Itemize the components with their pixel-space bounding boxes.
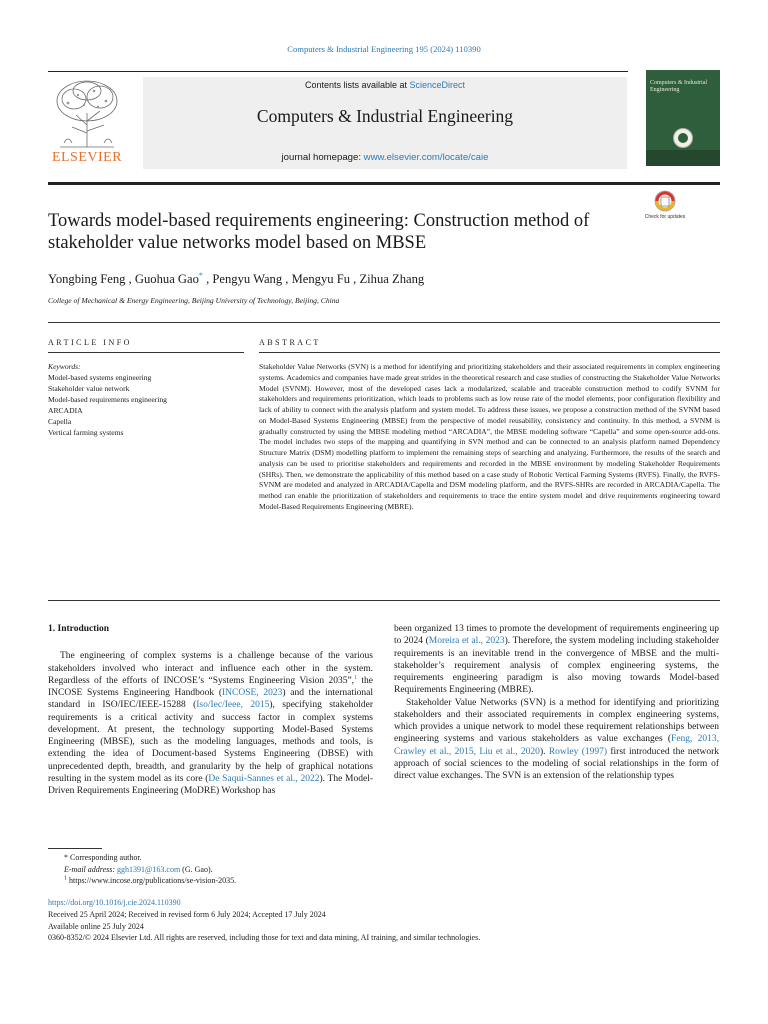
keyword-item: Stakeholder value network	[48, 383, 130, 393]
header-rule-bottom	[48, 182, 720, 185]
journal-title[interactable]: Computers & Industrial Engineering	[256, 106, 514, 126]
author-name[interactable]: Pengyu Wang	[212, 272, 283, 286]
cover-badge-center	[678, 133, 688, 143]
footnote-rule	[48, 848, 102, 849]
citation-link[interactable]: Moreira et al., 2023	[428, 636, 505, 647]
citation-link[interactable]: INCOSE, 2023	[221, 688, 283, 698]
section-divider	[48, 600, 720, 601]
keywords-label: Keywords:	[48, 362, 81, 371]
corresponding-author-note: * Corresponding author.	[64, 853, 142, 862]
body-column-right	[394, 623, 719, 782]
email-label: E-mail address:	[64, 864, 118, 874]
footnote-ref[interactable]: 1	[354, 674, 358, 681]
author-name[interactable]: Mengyu Fu	[291, 272, 351, 286]
text-run: ). Therefore, the system modeling including stakeholder requirements is an inevitable trend in the convergence of MBSE and the multi-stakeholder’s requirement analysis of complex engineering systems, the requirements engineering paradigm is also moving towards Model-based Requirements Engineering (MBRE).	[394, 636, 719, 696]
text-run: Stakeholder Value Networks (SVN) is a method for identifying and prioritizing stakeholders and their associated requirements in complex engineering systems, which provides a unique network to model these requirement relationships between engineering systems and various stakeholders as value exchanges (	[394, 697, 719, 745]
section-divider	[48, 322, 720, 323]
journal-cover-thumbnail[interactable]	[646, 70, 720, 166]
article-info-heading: ARTICLE INFO	[48, 338, 132, 347]
journal-homepage-link[interactable]: www.elsevier.com/locate/caie	[363, 152, 489, 163]
keyword-list	[48, 373, 244, 438]
abstract-text: Stakeholder Value Networks (SVN) is a method for identifying and prioritizing stakeholders and their associated requirements in complex engineering systems. Academics and companies have made great strides in the theoretical research and case studies of constructing the Stakeholder Value Networks Model (SVNM). However, most of the developed cases lack a modularized, scalable and traceable construction method to codify SVNM for stakeholders and requirements prioritization, which leads to problems such as low reuse rate of the model elements, poor configuration flexibility and lack of ability to connect with the analysis platform and system model. To address these issues, we propose a construction method of the SVNM based on Model-Based Systems Engineering (MBSE) from the perspective of model reusability, consistency and continuity. In this method, a SVNM is gradually constructed by using the MBSE modeling method “ARCADIA”, the MBSE modeling software “Capella” and some open-source add-ons. The model includes two steps of the mapping and quantifying in SVN method and can be connected to an analysis platform named Dependency Structure Matrix (DSM) modelling platform to implement the remaining steps of searching and analyzing. Furthermore, the results of the search and analysis can be used to prioritise stakeholders and requirements and recorded in the MBSE environment by modeling Stakeholder Requirements (SHRs). Then, we demonstrate the applicability of this method based on a case study of Robotic Vertical Farming Systems (RVFS). Finally, the RVFS-SVNM are modeled and analyzed in ARCADIA/Capella and DSM modeling platform, and the RVFS-SHRs are recorded in ARCADIA/Capella. The method can enable the prioritization of stakeholders and requirements to trace the entire system model and drive requirements engineering toward Model-Based Requirements Engineering (MBRE).	[259, 362, 720, 511]
abstract-heading: ABSTRACT	[259, 338, 321, 347]
text-run: been organized 13 times to promote the development of requirements engineering up to 2024 (	[394, 624, 719, 647]
text-run: ). The Model-Driven Requirements Engineering (MoDRE) Workshop has	[48, 773, 373, 796]
citation-link[interactable]: Rowley (1997)	[548, 746, 608, 757]
email-note	[48, 864, 720, 876]
check-updates-icon	[644, 190, 686, 214]
footnote-1-url[interactable]: https://www.incose.org/publications/se-vision-2035.	[69, 876, 237, 885]
doi-link[interactable]: https://doi.org/10.1016/j.cie.2024.110390	[48, 898, 181, 907]
citation-link[interactable]: Iso/Iec/Ieee, 2015	[196, 700, 270, 711]
text-run: first introduced the network approach of social sciences to the modeling of social relationships in the form of direct value exchanges. The SVN is an extension of the relationship types	[394, 746, 719, 781]
body-paragraph	[48, 650, 373, 797]
email-link[interactable]: ggh1391@163.com	[117, 864, 181, 874]
keyword-item: Model-based systems engineering	[48, 373, 152, 382]
author-name[interactable]: Zihua Zhang	[359, 272, 425, 286]
article-info-rule	[48, 352, 244, 353]
citation-link[interactable]: Feng, 2013, Crawley et al., 2015, Liu et al., 2020	[394, 734, 720, 757]
body-column-left	[48, 623, 373, 797]
received-dates: Received 25 April 2024; Received in revised form 6 July 2024; Accepted 17 July 2024	[48, 909, 326, 919]
text-run: ).	[539, 746, 549, 757]
text-run: the INCOSE Systems Engineering Handbook (	[48, 675, 374, 698]
cover-footer-band	[646, 150, 720, 166]
homepage-prefix: journal homepage:	[281, 152, 364, 163]
journal-homepage-line	[143, 152, 627, 163]
author-affiliation: College of Mechanical & Energy Engineering, Beijing University of Technology, Beijing, China	[48, 296, 340, 305]
corresponding-author-mark[interactable]: *	[198, 270, 203, 280]
abstract-rule	[259, 352, 720, 353]
footnotes	[48, 852, 720, 887]
contents-prefix: Contents lists available at	[304, 80, 410, 90]
copyright-line: 0360-8352/© 2024 Elsevier Ltd. All rights are reserved, including those for text and data mining, AI training, and similar technologies.	[48, 933, 481, 943]
keyword-item: Model-based requirements engineering	[48, 394, 167, 404]
author-name[interactable]: Guohua Gao	[134, 272, 199, 286]
keyword-item: Capella	[48, 416, 72, 426]
keyword-item: Vertical farming systems	[48, 427, 124, 437]
section-heading-introduction: 1. Introduction	[48, 624, 110, 634]
email-suffix: (G. Gao).	[180, 864, 213, 874]
citation-link[interactable]: De Saqui-Sannes et al., 2022	[208, 773, 320, 784]
author-list: Yongbing Feng , Guohua Gao* , Pengyu Wang , Mengyu Fu , Zihua Zhang	[48, 270, 425, 286]
check-updates-label: Check for updates	[644, 214, 686, 220]
doi-and-dates-block	[48, 897, 720, 944]
body-paragraph	[394, 697, 719, 783]
check-for-updates-button[interactable]	[644, 190, 686, 238]
article-title: Towards model-based requirements engineering: Construction method of stakeholder value networks model based on MBSE	[48, 211, 590, 253]
keyword-item: ARCADIA	[48, 405, 83, 415]
author-name[interactable]: Yongbing Feng	[48, 272, 126, 286]
text-run: ) and the international standard in ISO/IEC/IEEE-15288 (	[48, 688, 373, 711]
text-run: The engineering of complex systems is a challenge because of the various stakeholders involved who interact and influence each other in the system. Regardless of the efforts of INCOSE’s “Systems Engineering Vision 2035”,	[48, 651, 373, 686]
body-paragraph	[394, 623, 719, 697]
journal-reference[interactable]: Computers & Industrial Engineering 195 (2024) 110390	[287, 44, 481, 54]
contents-availability-line	[143, 80, 627, 90]
elsevier-wordmark: ELSEVIER	[51, 150, 123, 165]
sciencedirect-link[interactable]: ScienceDirect	[409, 80, 466, 90]
cover-title: Computers & Industrial Engineering	[650, 80, 707, 93]
header-rule-top	[48, 71, 628, 72]
cover-badge-icon	[673, 128, 693, 148]
available-online-date: Available online 25 July 2024	[48, 921, 144, 931]
footnote-1	[48, 875, 720, 887]
footnote-mark: 1	[64, 875, 67, 882]
text-run: ), specifying stakeholder requirements is a critical activity and success factor in complex systems development. At present, the technology supporting Model-Based Systems Engineering (MBSE), such as the modeling languages, methods and tools, is extending the idea of Document-based Systems Engineering (DBSE) with unprecedented depth, breadth, and granularity by the help of graphical notations resulting in the system model as its core (	[48, 700, 373, 784]
